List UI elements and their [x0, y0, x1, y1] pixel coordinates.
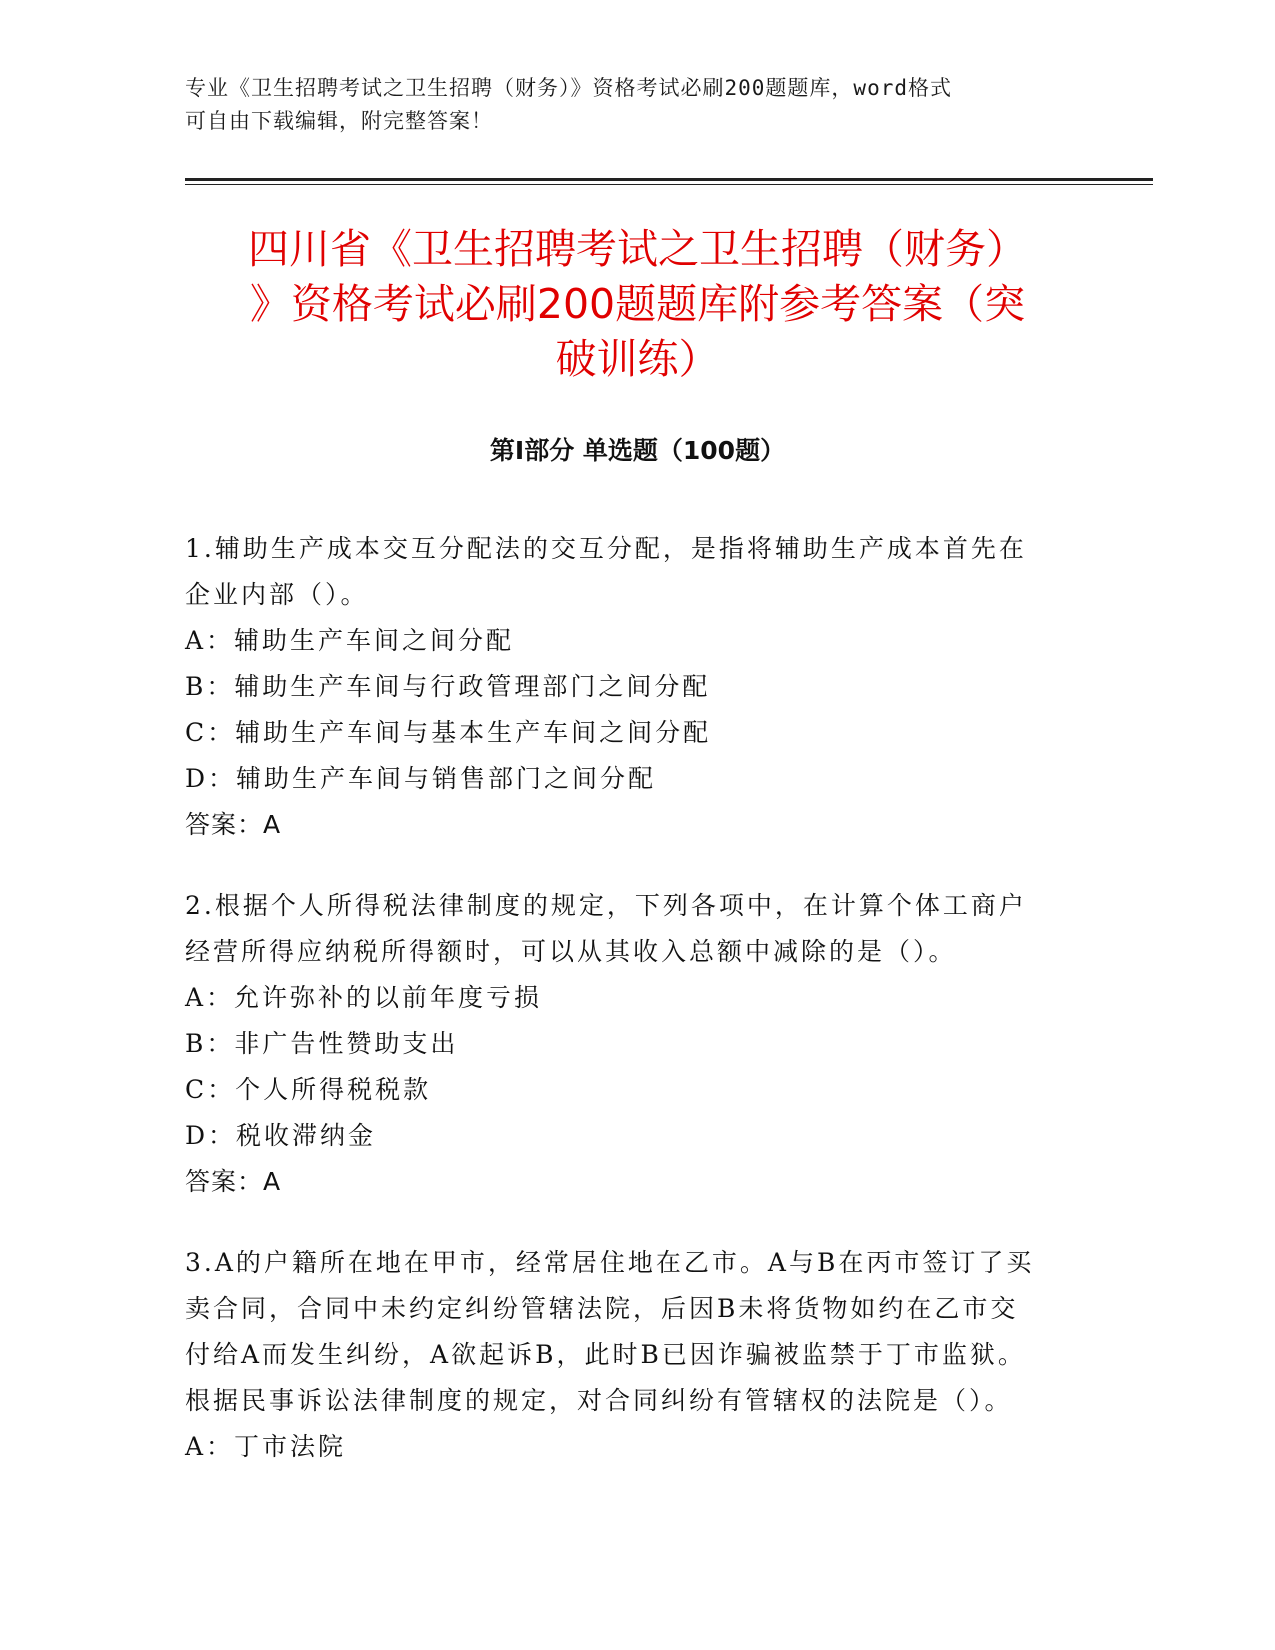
title-line: 》资格考试必刷200题题库附参考答案（突	[249, 280, 1026, 328]
question-stem: 2.根据个人所得税法律制度的规定，下列各项中，在计算个体工商户	[185, 891, 1027, 920]
section-heading: 第Ⅰ部分 单选题（100题）	[489, 436, 786, 465]
question-stem: 1.辅助生产成本交互分配法的交互分配，是指将辅助生产成本首先在	[185, 534, 1027, 563]
option-d: D：税收滞纳金	[185, 1121, 377, 1150]
title-line: 四川省《卫生招聘考试之卫生招聘（财务）	[248, 225, 1027, 273]
document-title	[185, 222, 1090, 387]
question-stem: 企业内部（）。	[185, 580, 369, 609]
question-stem: 卖合同，合同中未约定纠纷管辖法院，后因B未将货物如约在乙市交	[185, 1294, 1019, 1323]
option-b: B：非广告性赞助支出	[185, 1029, 459, 1058]
header-divider-thick	[185, 178, 1153, 181]
question-stem: 付给A而发生纠纷，A欲起诉B，此时B已因诈骗被监禁于丁市监狱。	[185, 1340, 1026, 1369]
question-stem: 3.A的户籍所在地在甲市，经常居住地在乙市。A与B在丙市签订了买	[185, 1248, 1035, 1277]
question-3	[185, 1240, 1065, 1470]
option-b: B：辅助生产车间与行政管理部门之间分配	[185, 672, 711, 701]
answer: 答案：A	[185, 1167, 282, 1196]
header-divider-thin	[185, 184, 1153, 185]
option-a: A：允许弥补的以前年度亏损	[185, 983, 543, 1012]
option-c: C：个人所得税税款	[185, 1075, 432, 1104]
question-1	[185, 526, 1065, 848]
header-note-line: 可自由下载编辑，附完整答案！	[185, 109, 493, 133]
header-note-line: 专业《卫生招聘考试之卫生招聘（财务）》资格考试必刷200题题库，word格式	[185, 76, 952, 100]
header-note	[185, 72, 1065, 138]
option-a: A：丁市法院	[185, 1432, 347, 1461]
title-line: 破训练）	[555, 335, 720, 383]
question-2	[185, 883, 1065, 1205]
option-d: D：辅助生产车间与销售部门之间分配	[185, 764, 657, 793]
answer: 答案：A	[185, 810, 282, 839]
option-c: C：辅助生产车间与基本生产车间之间分配	[185, 718, 712, 747]
question-stem: 根据民事诉讼法律制度的规定，对合同纠纷有管辖权的法院是（）。	[185, 1386, 1013, 1415]
question-list	[185, 526, 1065, 1505]
option-a: A：辅助生产车间之间分配	[185, 626, 515, 655]
question-stem: 经营所得应纳税所得额时，可以从其收入总额中减除的是（）。	[185, 937, 957, 966]
